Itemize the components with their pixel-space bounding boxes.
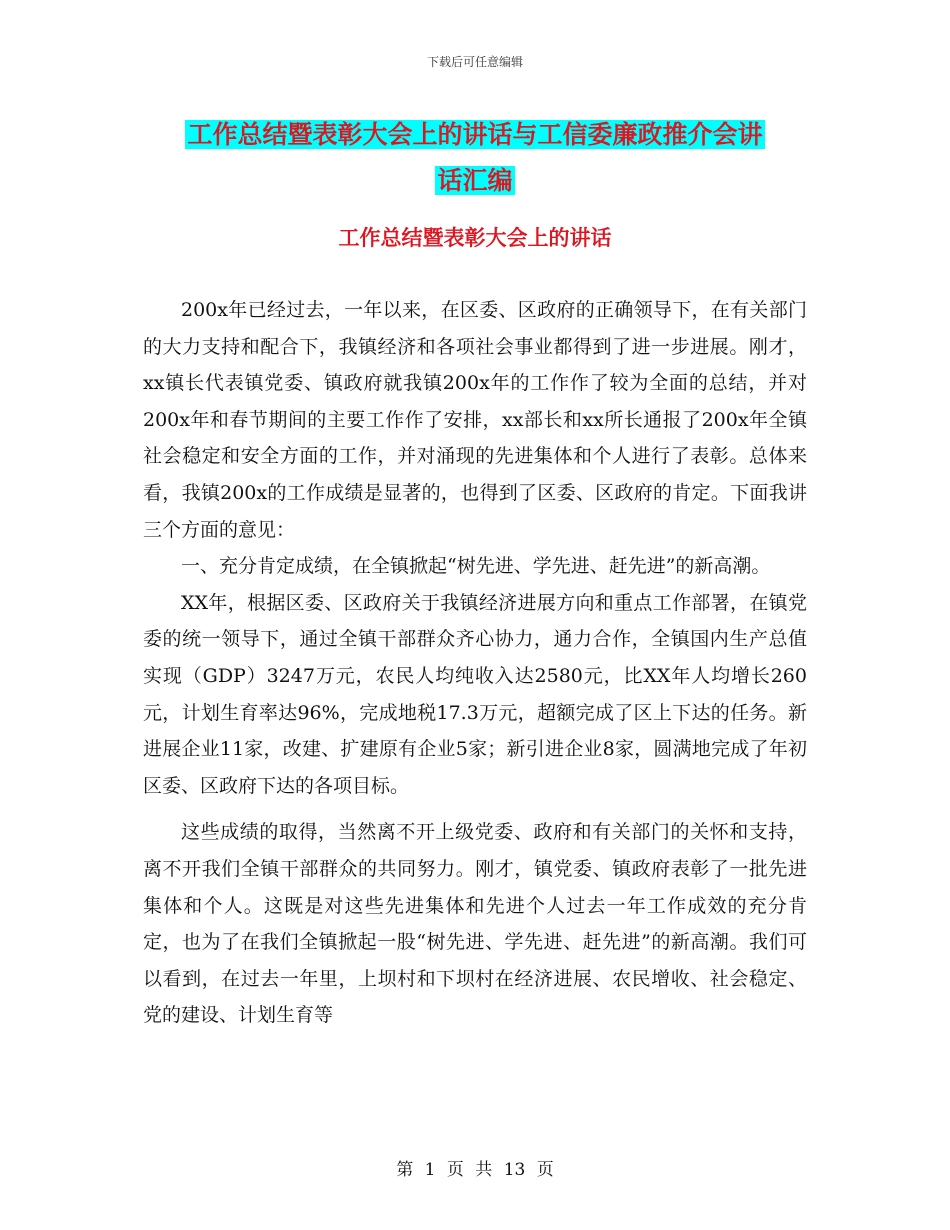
section-title: 工作总结暨表彰大会上的讲话 (338, 226, 612, 250)
document-title-line-1: 工作总结暨表彰大会上的讲话与工信委廉政推介会讲 (187, 120, 763, 149)
document-title-line-2: 话汇编 (437, 166, 513, 195)
page-number: 第 1 页 共 13 页 (396, 1160, 554, 1180)
header-note: 下载后可任意编辑 (426, 55, 523, 69)
document-body (143, 292, 807, 1034)
paragraph: 这些成绩的取得，当然离不开上级党委、政府和有关部门的关怀和支持，离不开我们全镇干部群众的共同努力。刚才，镇党委、镇政府表彰了一批先进集体和个人。这既是对这些先进集体和先进个人过去一年工作成效的充分肯定，也为了在我们全镇掀起一股“树先进、学先进、赶先进”的新高潮。我们可以看到，在过去一年里，上坝村和下坝村在经济进展、农民增收、社会稳定、党的建设、计划生育等 (143, 821, 807, 1027)
paragraph: 一、充分肯定成绩，在全镇掀起“树先进、学先进、赶先进”的新高潮。 (181, 555, 771, 578)
paragraph: 200x年已经过去，一年以来，在区委、区政府的正确领导下，在有关部门的大力支持和配合下，我镇经济和各项社会事业都得到了进一步进展。刚才，xx镇长代表镇党委、镇政府就我镇200x年的工作作了较为全面的总结，并对200x年和春节期间的主要工作作了安排，xx部长和xx所长通报了200x年全镇社会稳定和安全方面的工作，并对涌现的先进集体和个人进行了表彰。总体来看，我镇200x的工作成绩是显著的，也得到了区委、区政府的肯定。下面我讲三个方面的意见： (143, 299, 807, 541)
paragraph: XX年，根据区委、区政府关于我镇经济进展方向和重点工作部署，在镇党委的统一领导下，通过全镇干部群众齐心协力，通力合作，全镇国内生产总值实现（GDP）3247万元，农民人均纯收入达2580元，比XX年人均增长260元，计划生育率达96%，完成地税17.3万元，超额完成了区上下达的任务。新进展企业11家，改建、扩建原有企业5家；新引进企业8家，圆满地完成了年初区委、区政府下达的各项目标。 (143, 591, 807, 797)
document-title (140, 112, 810, 204)
